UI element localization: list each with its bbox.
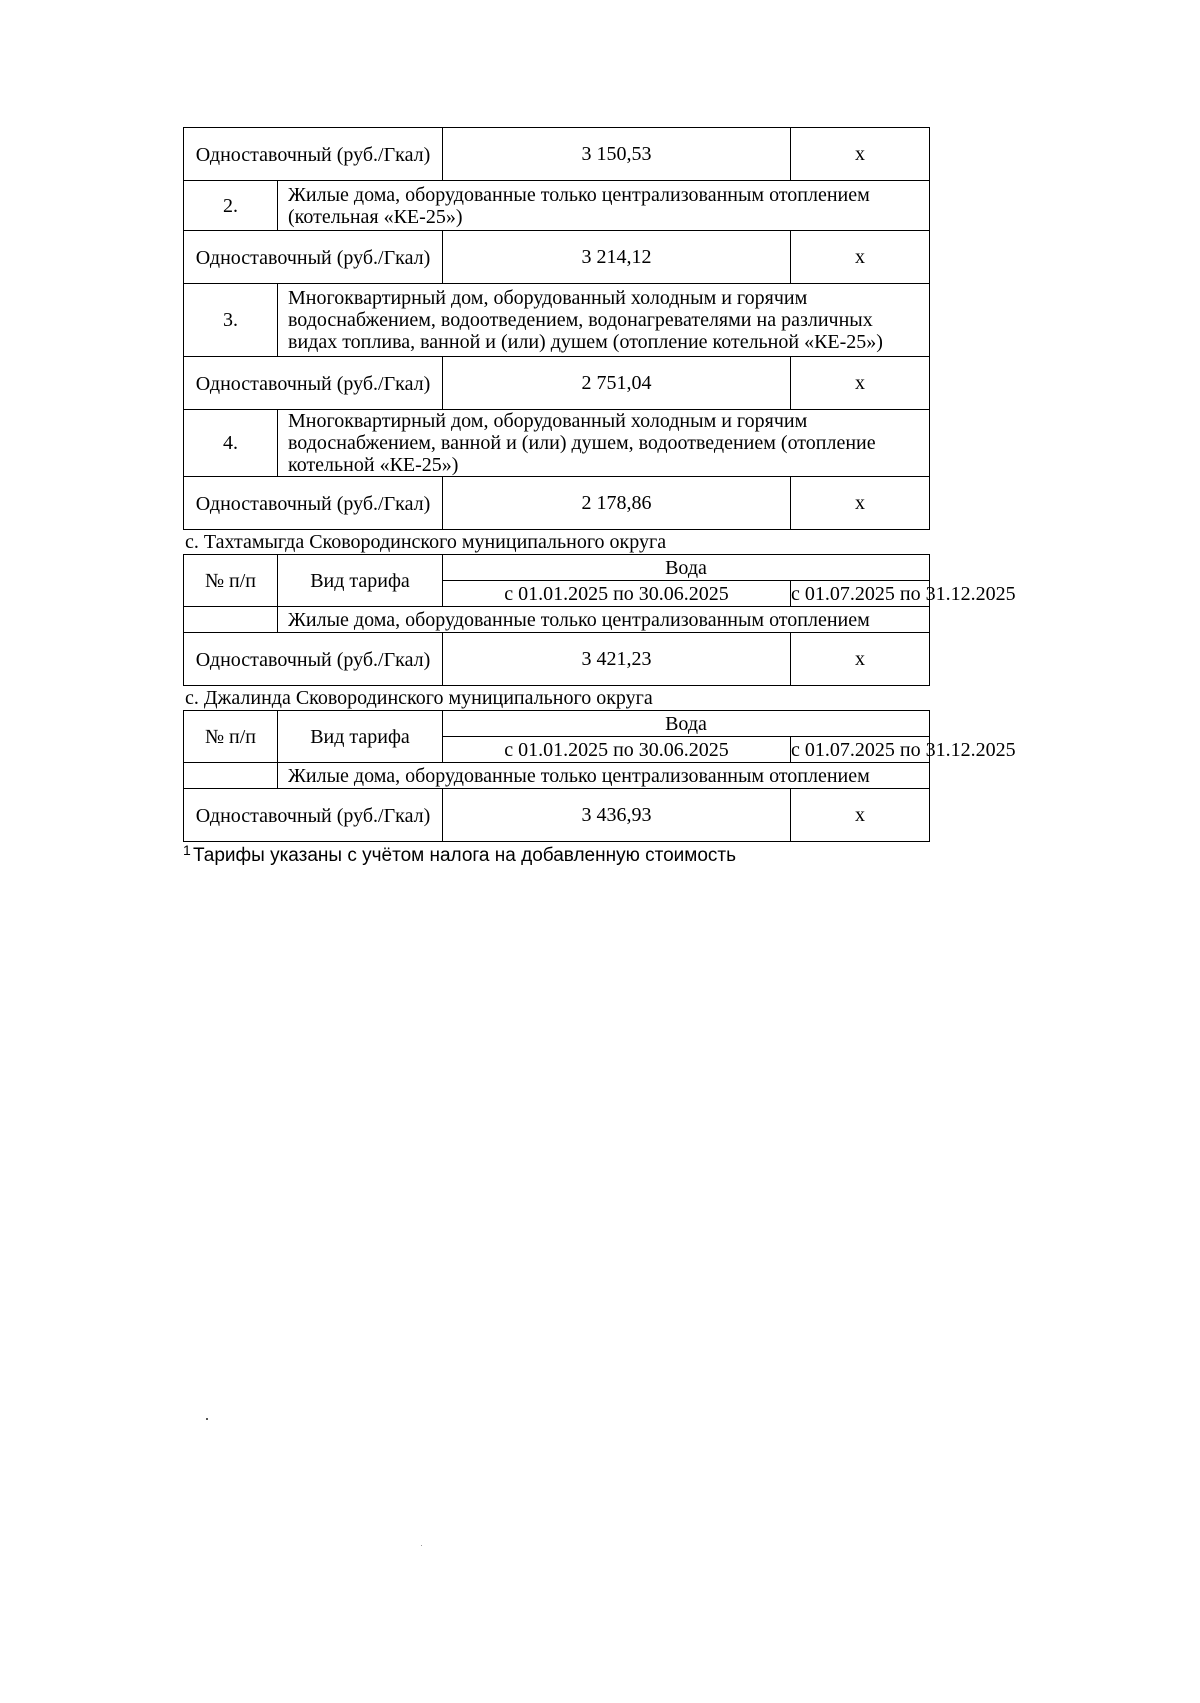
tariff-type: Одноставочный (руб./Гкал) [184,231,443,284]
tariff-value-period1: 3 421,23 [443,633,791,686]
table-row [184,477,930,530]
tariff-value-period2: x [791,128,930,181]
table-row [184,633,930,686]
header-water: Вода [443,711,930,737]
document-page [183,127,1016,868]
header-period2: с 01.07.2025 по 31.12.2025 [791,738,1016,761]
tariff-value-period2: x [791,633,930,686]
header-water: Вода [443,555,930,581]
tariff-value-period1: 3 436,93 [443,789,791,842]
footnote-text: Тарифы указаны с учётом налога на добавленную стоимость [193,845,737,866]
row-number: 3. [184,284,278,357]
table-row [184,410,930,477]
section-caption: с. Джалинда Сковородинского муниципального округа [185,687,653,709]
tariff-value-period2: x [791,231,930,284]
consumer-category: Жилые дома, оборудованные только централизованным отоплением [278,763,930,789]
tariff-value-period1: 3 214,12 [443,231,791,284]
header-period2: с 01.07.2025 по 31.12.2025 [791,582,1016,605]
table-row [184,607,930,633]
tariff-table-dzhalinda [183,710,1016,842]
header-period1: с 01.01.2025 по 30.06.2025 [443,581,791,607]
tariff-value-period2: x [791,789,930,842]
table-row [184,128,930,181]
table-row [184,284,930,357]
footnote [183,844,929,868]
header-number: № п/п [184,711,278,763]
footnote-mark: 1 [183,842,191,858]
header-period1: с 01.01.2025 по 30.06.2025 [443,737,791,763]
tariff-value-period2: x [791,357,930,410]
tariff-table-continued [183,127,930,530]
table-row [184,357,930,410]
header-tariff-type: Вид тарифа [278,555,443,607]
table-row [184,763,930,789]
scan-speck [206,1418,208,1420]
tariff-type: Одноставочный (руб./Гкал) [184,789,443,842]
tariff-type: Одноставочный (руб./Гкал) [184,128,443,181]
consumer-category: Жилые дома, оборудованные только централизованным отоплением [278,607,930,633]
header-tariff-type: Вид тарифа [278,711,443,763]
tariff-type: Одноставочный (руб./Гкал) [184,633,443,686]
tariff-value-period1: 2 178,86 [443,477,791,530]
consumer-category: Многоквартирный дом, оборудованный холодным и горячим водоснабжением, ванной и (или) душем, водоотведением (отопление котельной «КЕ-25») [278,410,930,477]
tariff-type: Одноставочный (руб./Гкал) [184,477,443,530]
tariff-table-takhtamygda [183,554,1016,686]
section-caption: с. Тахтамыгда Сковородинского муниципального округа [185,531,667,553]
row-number [184,763,278,789]
table-header-row [184,711,930,737]
row-number [184,607,278,633]
tariff-value-period1: 2 751,04 [443,357,791,410]
tariff-type: Одноставочный (руб./Гкал) [184,357,443,410]
tariff-value-period2: x [791,477,930,530]
row-number: 4. [184,410,278,477]
table-row [184,789,930,842]
tariff-value-period1: 3 150,53 [443,128,791,181]
header-number: № п/п [184,555,278,607]
row-number: 2. [184,181,278,231]
table-row [184,231,930,284]
table-row [184,181,930,231]
consumer-category: Многоквартирный дом, оборудованный холодным и горячим водоснабжением, водоотведением, водонагревателями на различных видах топлива, ванной и (или) душем (отопление котельной «КЕ-25») [278,284,930,357]
table-header-row [184,555,930,581]
scan-speck [421,1545,422,1546]
consumer-category: Жилые дома, оборудованные только централизованным отоплением (котельная «КЕ-25») [278,181,930,231]
